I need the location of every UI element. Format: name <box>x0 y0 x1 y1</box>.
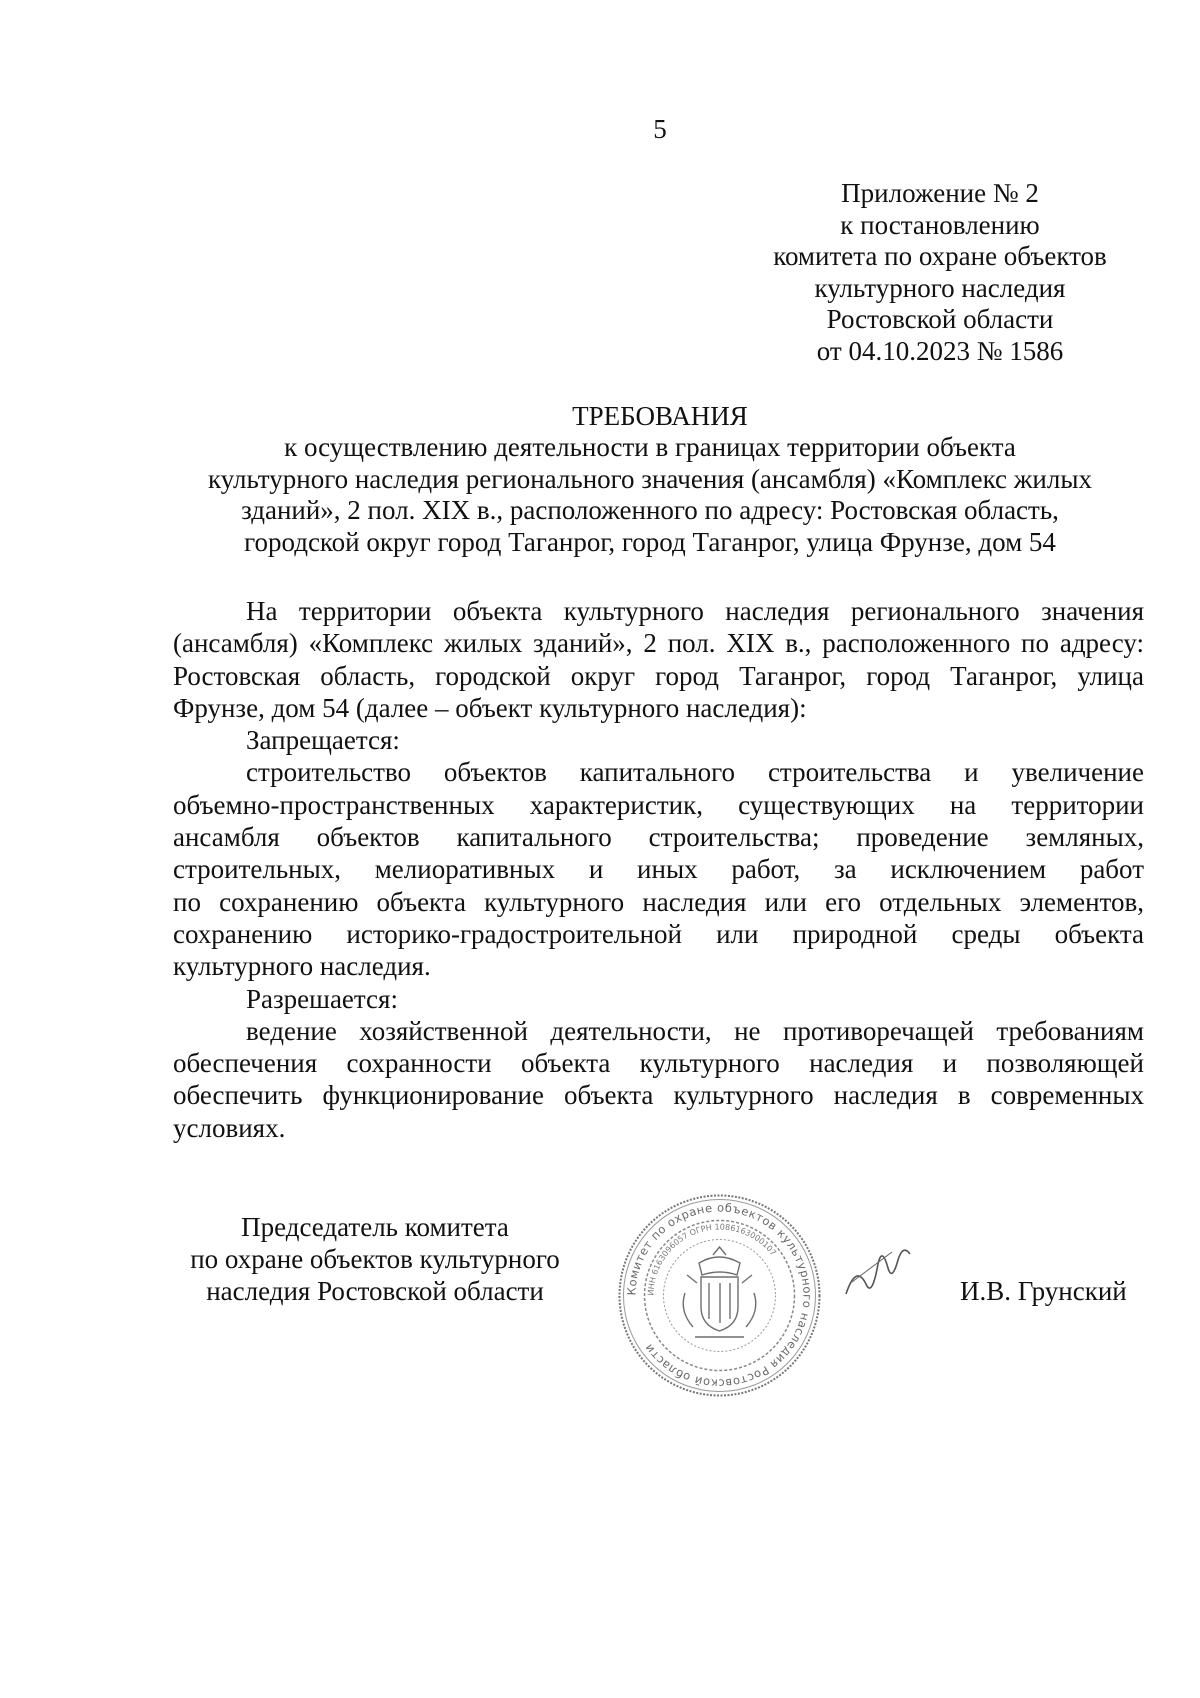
allowed-line: ведение хозяйственной деятельности, не противоречащей требованиям <box>246 1015 1144 1046</box>
signature-position <box>165 1211 585 1307</box>
seal-outer-text: Комитет по охране объектов культурного наследия Ростовской области <box>624 1200 815 1391</box>
allowed-line: обеспечения сохранности объекта культурного наследия и позволяющей <box>173 1048 1144 1079</box>
position-line: по охране объектов культурного <box>190 1244 560 1274</box>
prohibited-line: культурного наследия. <box>173 951 431 982</box>
appendix-line: от 04.10.2023 № 1586 <box>816 335 1064 366</box>
allowed-label: Разрешается: <box>246 983 398 1014</box>
appendix-line: Ростовской области <box>826 304 1054 334</box>
appendix-line: Приложение № 2 <box>841 178 1039 208</box>
intro-line: Фрунзе, дом 54 (далее – объект культурного наследия): <box>173 692 807 723</box>
prohibited-line: сохранению историко-градостроительной или природной среды объекта <box>173 918 1144 949</box>
appendix-line: комитета по охране объектов <box>773 241 1107 271</box>
subtitle-line: зданий», 2 пол. XIX в., расположенного по адресу: Ростовская область, <box>241 495 1059 525</box>
subtitle-line: городской округ город Таганрог, город Таганрог, улица Фрунзе, дом 54 <box>244 526 1056 557</box>
intro-line: Ростовская область, городской округ город Таганрог, город Таганрог, улица <box>173 660 1144 691</box>
prohibited-line: ансамбля объектов капитального строительства; проведение земляных, <box>173 822 1144 853</box>
position-line: Председатель комитета <box>241 1212 509 1242</box>
coat-of-arms-icon <box>683 1247 756 1337</box>
prohibited-label: Запрещается: <box>246 725 400 756</box>
appendix-block <box>700 178 1180 367</box>
official-seal <box>617 1193 822 1398</box>
subtitle-line: культурного наследия регионального значения (ансамбля) «Комплекс жилых <box>208 463 1092 494</box>
prohibited-line: по сохранению объекта культурного наследия или его отдельных элементов, <box>173 886 1144 917</box>
intro-line: На территории объекта культурного наследия регионального значения <box>246 596 1144 626</box>
document-body <box>173 595 1144 1144</box>
prohibited-line: объемно-пространственных характеристик, существующих на территории <box>173 789 1144 820</box>
position-line: наследия Ростовской области <box>206 1276 544 1306</box>
page-number: 5 <box>653 114 667 144</box>
prohibited-line: строительство объектов капитального строительства и увеличение <box>246 757 1144 788</box>
appendix-line: культурного наследия <box>814 272 1066 303</box>
document-subtitle <box>150 432 1150 558</box>
signer-name: И.В. Грунский <box>960 1276 1127 1306</box>
prohibited-line: строительных, мелиоративных и иных работ, за исключением работ <box>173 854 1144 885</box>
handwritten-signature <box>838 1232 918 1312</box>
allowed-line: условиях. <box>173 1112 286 1143</box>
allowed-line: обеспечить функционирование объекта культурного наследия в современных <box>173 1080 1144 1111</box>
subtitle-line: к осуществлению деятельности в границах территории объекта <box>284 432 1016 462</box>
document-title: ТРЕБОВАНИЯ <box>572 401 748 431</box>
seal-inner-text: ИНН 6163096057 ОГРН 1086163000107 <box>646 1222 778 1296</box>
intro-line: (ансамбля) «Комплекс жилых зданий», 2 пол. XIX в., расположенного по адресу: <box>173 628 1144 659</box>
appendix-line: к постановлению <box>840 209 1040 240</box>
